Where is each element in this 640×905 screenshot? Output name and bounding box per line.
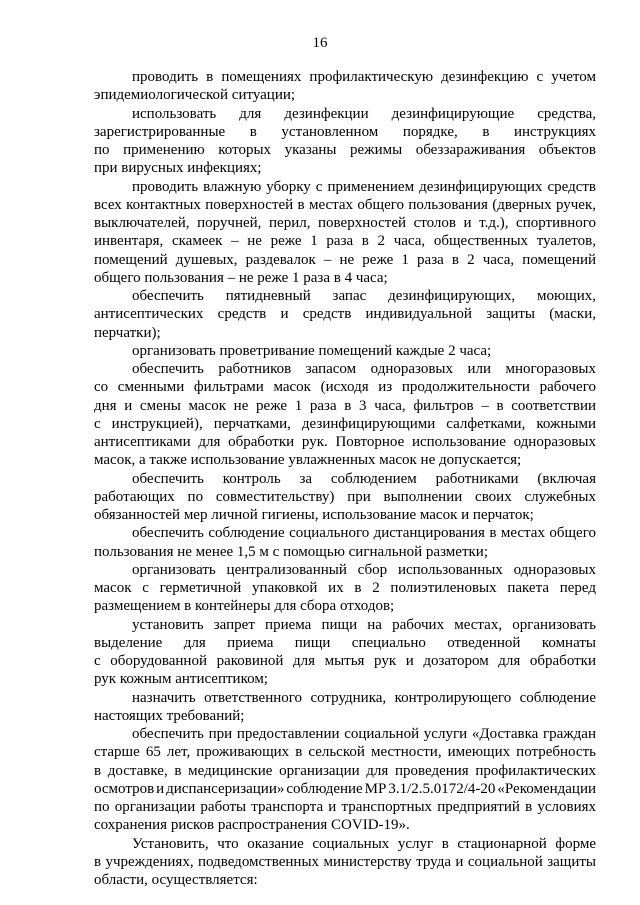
text-line: масок, а также использование увлажненных масок не допускается; xyxy=(94,452,522,469)
text-line: обеспечить при предоставлении социальной услуги «Доставка граждан xyxy=(132,726,596,742)
text-line: всех контактных поверхностей в местах общего пользования (дверных ручек, xyxy=(94,196,596,213)
paragraph xyxy=(94,470,596,525)
text-line: назначить ответственного сотрудника, контролирующего соблюдение xyxy=(132,689,596,706)
text-line: работающих по совместительству) при выполнении своих служебных xyxy=(94,488,596,505)
text-line: перчатки); xyxy=(94,324,161,341)
paragraph xyxy=(94,287,596,342)
paragraph xyxy=(94,342,596,360)
paragraph xyxy=(94,360,596,470)
paragraph xyxy=(94,689,596,726)
text-line: с инструкцией), перчатками, дезинфицирующими салфетками, кожными xyxy=(94,415,596,432)
document-body xyxy=(94,68,596,889)
text-line: сохранения рисков распространения COVID-19». xyxy=(94,817,410,834)
paragraph xyxy=(94,725,596,835)
text-line: в учреждениях, подведомственных министерству труда и социальной защиты xyxy=(94,853,596,870)
paragraph xyxy=(94,561,596,616)
text-line: дня и смены масок не реже 1 раза в 3 часа, фильтров – в соответствии xyxy=(94,397,596,414)
text-line: помещений душевых, раздевалок – не реже 1 раза в 2 часа, помещений xyxy=(94,251,596,268)
text-line: проводить влажную уборку с применением дезинфицирующих средств xyxy=(132,178,596,195)
text-line: эпидемиологической ситуации; xyxy=(94,87,296,104)
text-line: обеспечить работников запасом одноразовых или многоразовых xyxy=(132,361,596,377)
text-line: Установить, что оказание социальных услуг в стационарной форме xyxy=(132,835,596,852)
text-line: с оборудованной раковиной для мытья рук и дозатором для обработки xyxy=(94,653,596,669)
text-line: по организации работы транспорта и транспортных предприятий в условиях xyxy=(94,799,596,815)
text-line: зарегистрированные в установленном порядке, в инструкциях xyxy=(94,123,596,140)
text-line: общего пользования – не реже 1 раза в 4 часа; xyxy=(94,269,388,286)
text-line: антисептических средств и средств индивидуальной защиты (маски, xyxy=(94,306,596,323)
text-line: проводить в помещениях профилактическую дезинфекцию с учетом xyxy=(132,69,596,85)
paragraph xyxy=(94,105,596,178)
page-number: 16 xyxy=(312,35,328,51)
text-line: инвентаря, скамеек – не реже 1 раза в 2 часа, общественных туалетов, xyxy=(94,233,596,250)
text-line: рук кожным антисептиком; xyxy=(94,671,268,688)
paragraph xyxy=(94,524,596,561)
text-line: области, осуществляется: xyxy=(94,872,258,888)
text-line: антисептиками для обработки рук. Повторное использование одноразовых xyxy=(94,434,596,450)
paragraph xyxy=(94,616,596,689)
text-line: обеспечить контроль за соблюдением работниками (включая xyxy=(132,470,596,487)
paragraph xyxy=(94,835,596,890)
text-line: размещением в контейнеры для сбора отходов; xyxy=(94,598,395,615)
text-line: при вирусных инфекциях; xyxy=(94,160,262,177)
text-line: выделение для приема пищи специально отведенной комнаты xyxy=(94,634,596,651)
text-line: установить запрет приема пищи на рабочих местах, организовать xyxy=(132,616,596,633)
text-line: осмотров и диспансеризации» соблюдение МР 3.1/2.5.0172/4-20 «Рекомендации xyxy=(94,780,596,797)
text-line: организовать проветривание помещений каждые 2 часа; xyxy=(132,342,492,359)
text-line: выключателей, поручней, перил, поверхностей столов и т.д.), спортивного xyxy=(94,215,596,231)
text-line: обеспечить соблюдение социального дистанцирования в местах общего xyxy=(132,525,596,542)
text-line: старше 65 лет, проживающих в сельской местности, имеющих потребность xyxy=(94,744,596,761)
text-line: настоящих требований; xyxy=(94,707,245,724)
text-line: в доставке, в медицинские организации для проведения профилактических xyxy=(94,762,596,779)
text-line: масок с герметичной упаковкой их в 2 полиэтиленовых пакета перед xyxy=(94,580,596,596)
text-line: по применению которых указаны режимы обеззараживания объектов xyxy=(94,142,596,158)
text-line: использовать для дезинфекции дезинфицирующие средства, xyxy=(132,105,596,122)
text-line: обязанностей мер личной гигиены, использование масок и перчаток; xyxy=(94,507,534,523)
paragraph xyxy=(94,68,596,105)
text-line: со сменными фильтрами масок (исходя из продолжительности рабочего xyxy=(94,379,596,396)
text-line: обеспечить пятидневный запас дезинфицирующих, моющих, xyxy=(132,288,596,304)
paragraph xyxy=(94,178,596,288)
text-line: организовать централизованный сбор использованных одноразовых xyxy=(132,561,596,578)
text-line: пользования не менее 1,5 м с помощью сигнальной разметки; xyxy=(94,543,488,560)
